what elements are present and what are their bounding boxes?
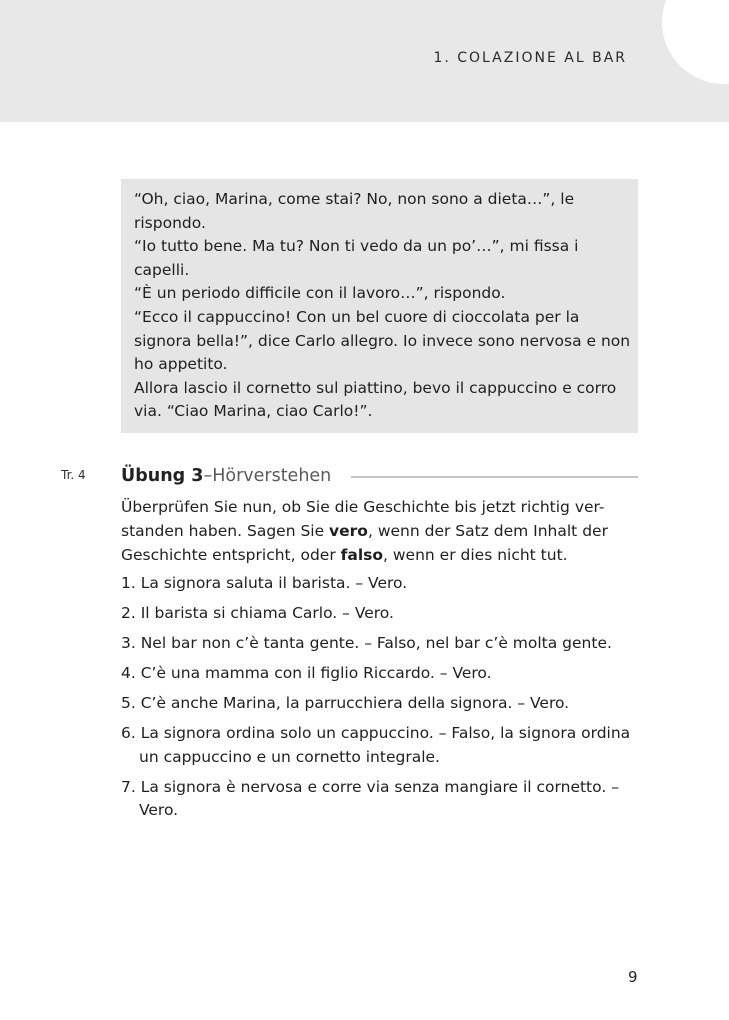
header-decoration-circle — [662, 0, 729, 84]
story-excerpt-box — [121, 179, 638, 433]
answer-item — [121, 632, 641, 656]
exercise-title-separator: – — [203, 466, 213, 486]
answer-item — [121, 692, 641, 716]
story-line: signora bella!”, dice Carlo allegro. Io invece sono nervosa e non — [134, 331, 631, 350]
chapter-title: 1. COLAZIONE AL BAR — [433, 50, 627, 66]
answer-text-continuation: Vero. — [139, 801, 179, 820]
exercise-subtitle: Hörverstehen — [212, 466, 332, 486]
audio-track-label: Tr. 4 — [61, 468, 86, 482]
instruction-text: standen haben. Sagen Sie — [121, 522, 330, 540]
instruction-text: Geschichte entspricht, oder — [121, 546, 341, 564]
page-number: 9 — [628, 968, 638, 986]
keyword-falso: falso — [340, 546, 384, 564]
instruction-text: , wenn der Satz dem Inhalt der — [367, 522, 608, 540]
story-line: “Io tutto bene. Ma tu? Non ti vedo da un po’…”, mi fissa i — [134, 237, 579, 256]
keyword-vero: vero — [329, 522, 368, 540]
story-line: Allora lascio il cornetto sul piattino, bevo il cappuccino e corro — [134, 378, 617, 397]
exercise-instructions — [121, 495, 641, 567]
instruction-line: Überprüfen Sie nun, ob Sie die Geschichte bis jetzt richtig ver- — [121, 498, 605, 516]
answer-text: 4. C’è una mamma con il figlio Riccardo. – Vero. — [121, 663, 492, 682]
answer-text: 6. La signora ordina solo un cappuccino. – Falso, la signora ordina — [121, 723, 631, 742]
instruction-line — [121, 519, 641, 543]
answer-text: 5. C’è anche Marina, la parrucchiera della signora. – Vero. — [121, 693, 570, 712]
answer-text: 2. Il barista si chiama Carlo. – Vero. — [121, 603, 394, 622]
exercise-heading — [121, 463, 638, 489]
answer-text: 3. Nel bar non c’è tanta gente. – Falso, nel bar c’è molta gente. — [121, 633, 612, 652]
instruction-text: , wenn er dies nicht tut. — [383, 546, 568, 564]
answer-list — [121, 572, 641, 829]
answer-item — [121, 662, 641, 686]
story-line: “Ecco il cappuccino! Con un bel cuore di cioccolata per la — [134, 307, 580, 326]
story-line: rispondo. — [134, 213, 206, 232]
answer-item — [121, 776, 641, 823]
exercise-title: Übung 3 — [121, 466, 204, 486]
answer-item — [121, 722, 641, 769]
story-line: “È un periodo difficile con il lavoro…”, rispondo. — [134, 284, 506, 303]
page-header — [0, 0, 729, 122]
answer-text: 7. La signora è nervosa e corre via senza mangiare il cornetto. – — [121, 777, 619, 796]
story-line: ho appetito. — [134, 355, 228, 374]
answer-text-continuation: un cappuccino e un cornetto integrale. — [139, 747, 440, 766]
answer-item — [121, 602, 641, 626]
heading-divider — [351, 476, 638, 478]
instruction-line — [121, 543, 641, 567]
answer-text: 1. La signora saluta il barista. – Vero. — [121, 574, 408, 592]
story-line: “Oh, ciao, Marina, come stai? No, non sono a dieta…”, le — [134, 190, 575, 208]
answer-item — [121, 572, 641, 596]
story-line: capelli. — [134, 260, 190, 279]
story-line: via. “Ciao Marina, ciao Carlo!”. — [134, 402, 373, 421]
